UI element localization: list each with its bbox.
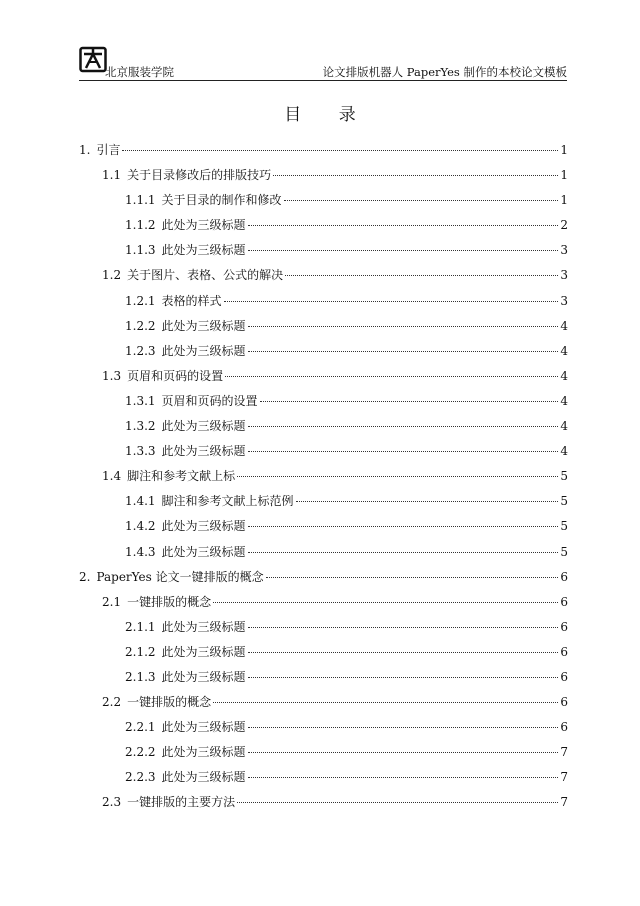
toc-entry-number: 2.2.3 <box>125 770 156 785</box>
toc-entry-title: 脚注和参考文献上标 <box>127 469 236 484</box>
toc-dot-leader <box>225 376 558 377</box>
toc-entry[interactable] <box>79 642 568 667</box>
toc-entry[interactable] <box>79 491 568 516</box>
toc-dot-leader <box>266 577 558 578</box>
toc-entry[interactable] <box>79 567 568 592</box>
toc-entry-number: 1.2.1 <box>125 293 156 308</box>
toc-entry-title: 一键排版的概念 <box>127 594 212 609</box>
toc-entry-title: 此处为三级标题 <box>161 720 246 735</box>
toc-entry-number: 2.1.3 <box>125 669 156 684</box>
toc-entry[interactable] <box>79 265 568 290</box>
toc-entry-number: 2.2 <box>102 695 122 710</box>
toc-entry-number: 1.1.3 <box>125 243 156 258</box>
toc-entry-page: 6 <box>560 569 568 584</box>
toc-entry[interactable] <box>79 542 568 567</box>
toc-dot-leader <box>248 326 558 327</box>
toc-entry-title: 页眉和页码的设置 <box>127 368 224 383</box>
toc-entry-page: 5 <box>560 544 568 559</box>
toc-entry-title: 此处为三级标题 <box>161 619 246 634</box>
toc-entry-page: 7 <box>560 770 568 785</box>
toc-entry-number: 2.2.1 <box>125 720 156 735</box>
toc-dot-leader <box>248 727 558 728</box>
toc-entry-number: 1.1.1 <box>125 193 156 208</box>
toc-dot-leader <box>248 752 558 753</box>
toc-dot-leader <box>237 476 558 477</box>
header-template-title: 论文排版机器人 PaperYes 制作的本校论文模板 <box>322 65 567 79</box>
toc-entry-title: 此处为三级标题 <box>161 444 246 459</box>
toc-entry-title: 引言 <box>96 143 121 157</box>
toc-entry-page: 3 <box>560 293 568 308</box>
toc-dot-leader <box>248 526 558 527</box>
toc-entry-title: 此处为三级标题 <box>161 669 246 684</box>
toc-entry-page: 5 <box>560 469 568 484</box>
toc-entry-title: 此处为三级标题 <box>161 519 246 534</box>
toc-dot-leader <box>248 351 558 352</box>
toc-entry-title: 脚注和参考文献上标范例 <box>161 494 294 509</box>
toc-entry[interactable] <box>79 692 568 717</box>
toc-entry-page: 6 <box>560 619 568 634</box>
toc-entry-title: 关于图片、表格、公式的解决 <box>127 268 284 283</box>
toc-entry-number: 2. <box>79 569 91 584</box>
toc-dot-leader <box>248 652 558 653</box>
school-logo-icon <box>79 44 107 74</box>
toc-entry[interactable] <box>79 792 568 817</box>
toc-dot-leader <box>237 802 558 803</box>
toc-entry-number: 1.4.1 <box>125 494 156 509</box>
toc-entry-page: 7 <box>560 795 568 810</box>
toc-entry-page: 5 <box>560 519 568 534</box>
toc-entry-title: 此处为三级标题 <box>161 770 246 785</box>
toc-entry[interactable] <box>79 316 568 341</box>
toc-entry[interactable] <box>79 291 568 316</box>
toc-entry-page: 1 <box>560 143 568 157</box>
toc-entry-number: 1.4.3 <box>125 544 156 559</box>
toc-dot-leader <box>248 627 558 628</box>
toc-entry[interactable] <box>79 391 568 416</box>
toc-entry[interactable] <box>79 516 568 541</box>
toc-entry-number: 1.3.2 <box>125 419 156 434</box>
toc-entry-number: 1.3.3 <box>125 444 156 459</box>
toc-dot-leader <box>248 225 558 226</box>
toc-dot-leader <box>248 552 558 553</box>
toc-title: 目 录 <box>284 105 372 125</box>
toc-entry-title: 此处为三级标题 <box>161 318 246 333</box>
toc-entry-title: 关于目录的制作和修改 <box>161 193 282 208</box>
toc-dot-leader <box>296 501 558 502</box>
toc-entry-title: 一键排版的概念 <box>127 695 212 710</box>
toc-dot-leader <box>248 451 558 452</box>
toc-entry-page: 1 <box>560 168 568 183</box>
toc-dot-leader <box>213 602 558 603</box>
toc-entry[interactable] <box>79 717 568 742</box>
toc-dot-leader <box>260 401 558 402</box>
toc-entry[interactable] <box>79 767 568 792</box>
toc-entry-page: 5 <box>560 494 568 509</box>
toc-entry[interactable] <box>79 466 568 491</box>
toc-entry-page: 3 <box>560 243 568 258</box>
toc-entry-page: 6 <box>560 594 568 609</box>
toc-entry-title: 此处为三级标题 <box>161 218 246 233</box>
toc-entry-title: 表格的样式 <box>161 293 222 308</box>
toc-entry-title: 此处为三级标题 <box>161 544 246 559</box>
toc-dot-leader <box>213 702 558 703</box>
toc-entry-page: 6 <box>560 644 568 659</box>
toc-entry[interactable] <box>79 165 568 190</box>
toc-entry-title: 关于目录修改后的排版技巧 <box>127 168 272 183</box>
toc-dot-leader <box>284 200 558 201</box>
toc-entry-title: 页眉和页码的设置 <box>161 393 258 408</box>
toc-entry-number: 1.2.3 <box>125 343 156 358</box>
toc-entry-number: 1.3.1 <box>125 393 156 408</box>
toc-entry-page: 4 <box>560 419 568 434</box>
toc-entry-title: 一键排版的主要方法 <box>127 795 236 810</box>
toc-entry-number: 2.2.2 <box>125 745 156 760</box>
table-of-contents <box>79 140 568 818</box>
toc-entry[interactable] <box>79 441 568 466</box>
toc-entry[interactable] <box>79 742 568 767</box>
toc-dot-leader <box>122 150 558 151</box>
toc-entry-number: 1.2.2 <box>125 318 156 333</box>
toc-entry[interactable] <box>79 240 568 265</box>
toc-entry-number: 2.3 <box>102 795 122 810</box>
toc-entry[interactable] <box>79 215 568 240</box>
toc-entry-page: 6 <box>560 669 568 684</box>
toc-entry-number: 1. <box>79 143 91 157</box>
toc-entry[interactable] <box>79 190 568 215</box>
school-name: 北京服装学院 <box>105 65 174 79</box>
toc-dot-leader <box>248 777 558 778</box>
toc-entry-page: 2 <box>560 218 568 233</box>
toc-entry-number: 2.1.1 <box>125 619 156 634</box>
toc-dot-leader <box>248 250 558 251</box>
toc-entry-number: 2.1 <box>102 594 122 609</box>
toc-dot-leader <box>273 175 558 176</box>
toc-entry-title: PaperYes 论文一键排版的概念 <box>96 569 264 584</box>
toc-dot-leader <box>248 677 558 678</box>
page-header <box>79 44 567 81</box>
toc-entry-page: 4 <box>560 444 568 459</box>
toc-entry[interactable] <box>79 140 568 165</box>
toc-entry-number: 1.1 <box>102 168 122 183</box>
toc-entry-title: 此处为三级标题 <box>161 419 246 434</box>
toc-entry[interactable] <box>79 416 568 441</box>
toc-entry-title: 此处为三级标题 <box>161 644 246 659</box>
toc-entry-page: 1 <box>560 193 568 208</box>
toc-entry[interactable] <box>79 592 568 617</box>
toc-entry-page: 6 <box>560 720 568 735</box>
toc-entry-number: 2.1.2 <box>125 644 156 659</box>
toc-entry-page: 7 <box>560 745 568 760</box>
toc-entry-page: 4 <box>560 368 568 383</box>
toc-dot-leader <box>285 275 558 276</box>
toc-entry-page: 3 <box>560 268 568 283</box>
toc-entry-page: 6 <box>560 695 568 710</box>
toc-entry-number: 1.1.2 <box>125 218 156 233</box>
toc-entry-page: 4 <box>560 318 568 333</box>
toc-entry-number: 1.3 <box>102 368 122 383</box>
toc-entry-page: 4 <box>560 343 568 358</box>
toc-entry[interactable] <box>79 667 568 692</box>
toc-entry[interactable] <box>79 617 568 642</box>
toc-entry-title: 此处为三级标题 <box>161 243 246 258</box>
toc-entry-page: 4 <box>560 393 568 408</box>
toc-entry-number: 1.2 <box>102 268 122 283</box>
toc-entry-title: 此处为三级标题 <box>161 745 246 760</box>
toc-entry-title: 此处为三级标题 <box>161 343 246 358</box>
toc-entry[interactable] <box>79 366 568 391</box>
toc-dot-leader <box>224 301 558 302</box>
toc-dot-leader <box>248 426 558 427</box>
toc-entry[interactable] <box>79 341 568 366</box>
toc-entry-number: 1.4 <box>102 469 122 484</box>
toc-entry-number: 1.4.2 <box>125 519 156 534</box>
